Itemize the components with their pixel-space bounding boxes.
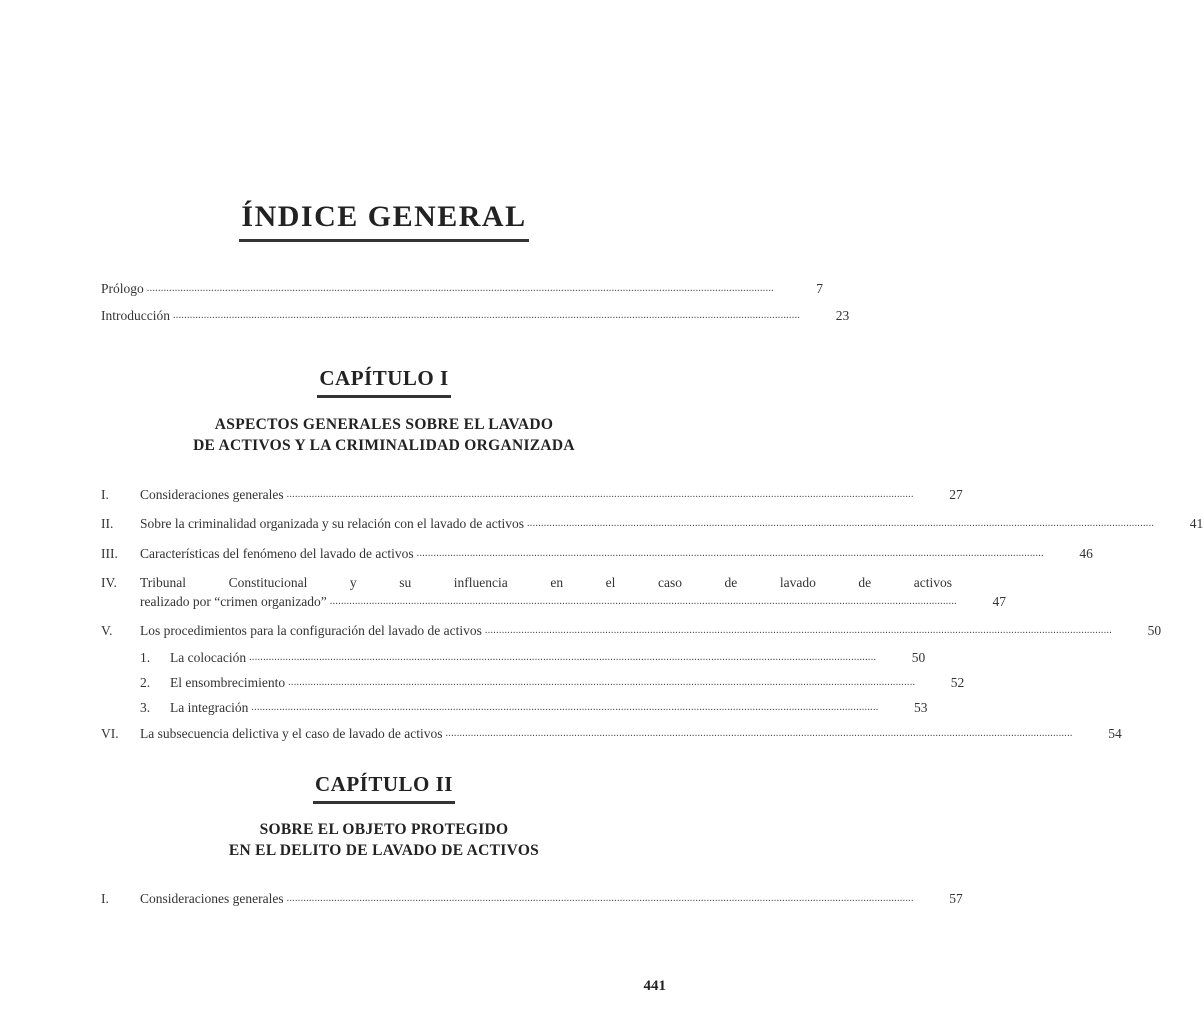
entry-label: La integración <box>170 700 249 715</box>
entry-label: Consideraciones generales <box>140 487 284 502</box>
entry-page: 23 <box>835 308 850 323</box>
entry-label: La subsecuencia delictiva y el caso de lavado de activos <box>140 726 443 741</box>
dot-leader <box>288 676 915 692</box>
page-title: ÍNDICE GENERAL <box>0 200 768 242</box>
toc-entry-introduccion[interactable] <box>101 306 850 325</box>
entry-label: Prólogo <box>101 281 144 296</box>
entry-number: I. <box>101 891 109 906</box>
toc-entry[interactable] <box>101 485 963 504</box>
entry-page: 46 <box>1079 546 1093 561</box>
dot-leader <box>446 727 1073 743</box>
dot-leader <box>287 488 914 504</box>
toc-entry[interactable] <box>101 573 1006 611</box>
toc-subentry[interactable] <box>140 698 928 717</box>
toc-subentry[interactable] <box>140 673 965 692</box>
dot-leader <box>330 595 957 611</box>
entry-page: 7 <box>816 281 823 296</box>
entry-number: IV. <box>101 575 117 590</box>
entry-number: 1. <box>140 650 151 665</box>
toc-entry[interactable] <box>101 724 1122 743</box>
entry-label: Sobre la criminalidad organizada y su relación con el lavado de activos <box>140 516 524 531</box>
dot-leader <box>287 892 914 908</box>
toc-entry[interactable] <box>101 544 1093 563</box>
entry-page: 50 <box>911 650 926 665</box>
entry-page: 53 <box>914 700 928 715</box>
entry-page: 27 <box>949 487 963 502</box>
chapter-heading: CAPÍTULO I <box>0 366 768 398</box>
toc-entry[interactable] <box>101 889 963 908</box>
entry-label: La colocación <box>170 650 247 665</box>
entry-number: 2. <box>140 675 151 690</box>
entry-number: II. <box>101 516 114 531</box>
entry-label: Consideraciones generales <box>140 891 284 906</box>
dot-leader <box>173 309 800 325</box>
entry-page: 47 <box>992 594 1006 609</box>
dot-leader <box>527 517 1154 533</box>
entry-page: 50 <box>1147 623 1162 638</box>
chapter-subtitle: ASPECTOS GENERALES SOBRE EL LAVADO DE ACTIVOS Y LA CRIMINALIDAD ORGANIZADA <box>193 416 575 454</box>
dot-leader <box>251 701 878 717</box>
page-number: 441 <box>643 978 666 994</box>
entry-label-line2: realizado por “crimen organizado” <box>140 594 327 609</box>
entry-label: Los procedimientos para la configuración del lavado de activos <box>140 623 482 638</box>
entry-label: Introducción <box>101 308 170 323</box>
entry-label: El ensombrecimiento <box>170 675 286 690</box>
toc-entry[interactable] <box>101 514 1203 533</box>
entry-page: 52 <box>950 675 965 690</box>
entry-page: 54 <box>1108 726 1122 741</box>
toc-subentry[interactable] <box>140 648 926 667</box>
toc-entry-prologo[interactable] <box>101 279 823 298</box>
entry-number: 3. <box>140 700 151 715</box>
entry-label: Características del fenómeno del lavado de activos <box>140 546 414 561</box>
entry-number: VI. <box>101 726 119 741</box>
dot-leader <box>249 651 876 667</box>
chapter-subtitle: SOBRE EL OBJETO PROTEGIDO EN EL DELITO DE LAVADO DE ACTIVOS <box>228 821 540 859</box>
dot-leader <box>147 282 774 298</box>
entry-page: 41 <box>1189 516 1203 531</box>
entry-page: 57 <box>949 891 963 906</box>
dot-leader <box>485 624 1112 640</box>
toc-entry[interactable] <box>101 621 1162 640</box>
dot-leader <box>417 547 1044 563</box>
entry-number: III. <box>101 546 118 561</box>
chapter-heading: CAPÍTULO II <box>0 772 768 804</box>
entry-number: I. <box>101 487 109 502</box>
entry-number: V. <box>101 623 113 638</box>
entry-label-line1: Tribunal Constitucional y su influencia en el caso de lavado de activos <box>140 575 952 590</box>
